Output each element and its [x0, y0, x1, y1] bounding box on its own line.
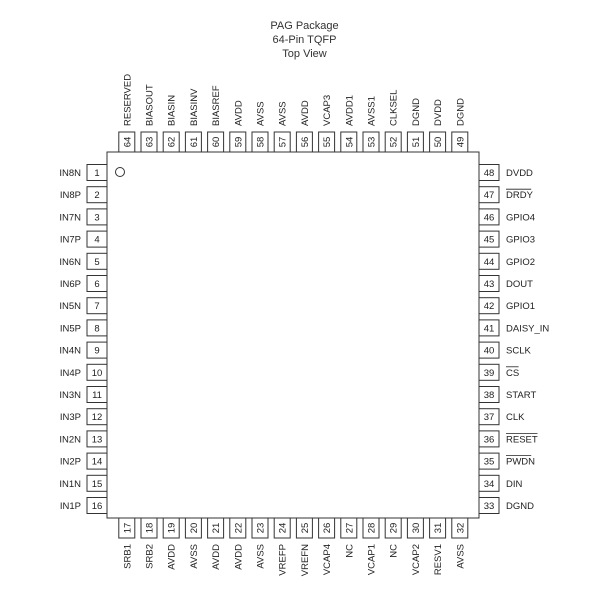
pin-name: AVDD	[233, 100, 245, 126]
pin-24	[274, 518, 290, 576]
pin-name: RESV1	[433, 544, 445, 576]
pin-34	[479, 475, 523, 491]
pin-name: IN7P	[59, 234, 81, 246]
pin-name: CLK	[506, 412, 525, 424]
pin-number: 61	[188, 136, 200, 148]
pin-number: 36	[483, 434, 495, 446]
package-pin-count: 64-Pin TQFP	[272, 34, 337, 46]
pins-top	[119, 74, 468, 152]
pin-name: NC	[388, 544, 400, 558]
pin-6	[60, 276, 107, 292]
pin-43	[479, 276, 533, 292]
pin-5	[59, 253, 107, 269]
pin-name: DRDY	[506, 190, 533, 202]
pin-45	[479, 231, 535, 247]
pin-number: 28	[366, 522, 378, 534]
pin-number: 5	[94, 256, 100, 268]
pin-name: BIASREF	[211, 85, 223, 126]
pin-number: 59	[233, 136, 245, 148]
pin-7	[59, 298, 107, 314]
pin-name: PWDN	[506, 456, 536, 468]
pin-name: AVSS	[255, 544, 267, 569]
pin-name: AVSS1	[366, 96, 378, 126]
pin-name: DGND	[506, 501, 534, 512]
pin-name: SRB2	[144, 544, 156, 569]
pin-name: CLKSEL	[388, 89, 400, 126]
pin-name: IN6P	[59, 279, 81, 290]
pin-number: 51	[410, 136, 422, 148]
pin-16	[60, 498, 107, 514]
pin-name: IN2P	[59, 456, 81, 468]
pin-56	[296, 100, 312, 152]
pin-number: 21	[211, 522, 223, 534]
pin-23	[252, 518, 268, 569]
pin-name: GPIO4	[506, 212, 536, 224]
pin-59	[230, 100, 246, 152]
pin-number: 40	[483, 345, 495, 357]
pin-number: 38	[483, 390, 495, 401]
chip-body	[107, 152, 479, 518]
pin-number: 31	[433, 522, 445, 534]
pin-58	[252, 101, 268, 152]
pin-name: DGND	[455, 98, 467, 126]
pin-name: IN5P	[59, 323, 81, 335]
pin-number: 3	[94, 212, 100, 224]
pin-name: IN7N	[59, 212, 81, 224]
pin-number: 60	[211, 136, 223, 148]
pin-name: GPIO3	[506, 234, 536, 246]
pin-number: 58	[255, 136, 267, 148]
pin-number: 9	[94, 345, 100, 357]
pin-number: 35	[483, 456, 495, 468]
pin-33	[479, 498, 534, 514]
pin-name: IN1N	[59, 478, 81, 490]
pin-name: AVDD1	[344, 95, 356, 126]
pin-name: VCAP3	[322, 94, 334, 126]
pin-number: 47	[483, 190, 495, 202]
pin-name: IN4N	[59, 345, 81, 357]
pin-57	[274, 101, 290, 152]
pin-number: 29	[388, 522, 400, 534]
pin-name: SRB1	[122, 544, 134, 569]
pin-number: 27	[344, 522, 356, 534]
pins-bottom	[119, 518, 468, 576]
pin-17	[119, 518, 135, 569]
pin-number: 50	[433, 136, 445, 148]
pin-27	[341, 518, 357, 558]
pin-64	[119, 74, 135, 152]
pin-40	[479, 342, 531, 358]
pin-number: 7	[94, 301, 100, 313]
pin-name: DVDD	[506, 168, 533, 179]
pin-name: IN3N	[59, 390, 81, 401]
pin-name: DOUT	[506, 279, 533, 290]
pin-number: 54	[344, 136, 356, 148]
pin-41	[479, 320, 549, 336]
pin-number: 2	[94, 190, 100, 202]
pin-number: 16	[91, 501, 103, 512]
pin-25	[296, 518, 312, 576]
pin-38	[479, 387, 536, 403]
pin-number: 24	[277, 522, 289, 534]
pin-13	[59, 431, 107, 447]
pin-12	[60, 409, 107, 425]
pin-50	[430, 99, 446, 152]
pin-number: 12	[91, 412, 103, 424]
pin-name: IN8P	[59, 190, 81, 202]
pin-name: IN3P	[59, 412, 81, 424]
pin-39	[479, 364, 519, 380]
pin-31	[430, 518, 446, 575]
pin-20	[185, 518, 201, 569]
pin-number: 25	[299, 522, 311, 534]
pin-number: 34	[483, 478, 495, 490]
pin-number: 23	[255, 522, 267, 534]
pin-26	[319, 518, 335, 575]
pin-number: 32	[455, 522, 467, 534]
pin-35	[479, 453, 535, 469]
pins-left	[59, 165, 107, 514]
pin-46	[479, 209, 535, 225]
pin-name: IN8N	[59, 168, 81, 179]
pin-47	[479, 187, 534, 203]
pin-number: 19	[166, 522, 178, 534]
pin-1	[59, 165, 107, 181]
package-view: Top View	[282, 48, 327, 60]
pin-number: 17	[122, 522, 134, 534]
pins-right	[479, 165, 549, 514]
pin-55	[319, 95, 335, 152]
pin-name: BIASOUT	[144, 84, 156, 126]
pin-name: IN1P	[59, 501, 81, 512]
pin-name: BIASIN	[166, 94, 178, 126]
pin-3	[59, 209, 107, 225]
pin-number: 57	[277, 136, 289, 148]
pin-number: 1	[94, 168, 100, 179]
pin-name: START	[506, 390, 537, 401]
pin-name: GPIO1	[506, 301, 536, 313]
pin-48	[479, 165, 533, 181]
pin-number: 42	[483, 301, 495, 313]
pin-name: IN6N	[59, 256, 81, 268]
pin-number: 15	[91, 478, 103, 490]
pin-number: 20	[188, 522, 200, 534]
pin-63	[141, 84, 157, 152]
pin-29	[385, 518, 401, 558]
pin-name: SCLK	[506, 345, 531, 357]
pin-number: 64	[122, 136, 134, 148]
pin-54	[341, 95, 357, 152]
pin-number: 18	[144, 522, 156, 534]
pin-name: DGND	[410, 98, 422, 126]
pin-name: VCAP2	[410, 544, 422, 576]
pin-number: 39	[483, 367, 495, 379]
pin-number: 6	[94, 279, 100, 290]
pin-name: CS	[506, 367, 520, 379]
pin-name: IN2N	[59, 434, 81, 446]
pin-number: 30	[410, 522, 422, 534]
package-title: PAG Package	[270, 20, 339, 32]
pin-11	[59, 387, 107, 403]
pin-14	[60, 453, 107, 469]
pin-37	[479, 409, 525, 425]
pin-name: AVDD	[299, 100, 311, 126]
pin-name: RESERVED	[122, 73, 134, 126]
pin-number: 52	[388, 136, 400, 148]
pin-21	[208, 518, 224, 570]
pin-8	[60, 320, 107, 336]
pin-number: 26	[322, 522, 334, 534]
pin-19	[163, 518, 179, 570]
pin-number: 53	[366, 136, 378, 148]
pin-number: 37	[483, 412, 495, 424]
pin-name: NC	[344, 544, 356, 558]
pin-number: 44	[483, 256, 495, 268]
pin-name: AVDD	[233, 544, 245, 570]
pin-number: 45	[483, 234, 495, 246]
pin-30	[407, 518, 423, 575]
pin-52	[385, 90, 401, 152]
pin-name: VREFN	[299, 544, 311, 577]
pin-name: AVSS	[455, 544, 467, 569]
pin-36	[479, 431, 538, 447]
pin-61	[185, 88, 201, 152]
pin-name: VCAP1	[366, 544, 378, 576]
pin-name: RESET	[506, 434, 538, 446]
pin-15	[59, 475, 107, 491]
pin-10	[60, 364, 107, 380]
pin-53	[363, 96, 379, 152]
pin-name: IN4P	[59, 367, 81, 379]
pin-number: 43	[483, 279, 495, 290]
pin-62	[163, 95, 179, 152]
pin-number: 41	[483, 323, 495, 335]
pin-name: VREFP	[277, 544, 289, 576]
pin-name: IN5N	[59, 301, 81, 313]
pin-number: 10	[91, 367, 103, 379]
pin-number: 56	[299, 136, 311, 148]
pin-name: AVSS	[277, 101, 289, 126]
pin-name: AVDD	[166, 544, 178, 570]
pin-number: 11	[92, 390, 102, 401]
pin-name: BIASINV	[188, 88, 200, 126]
pin-9	[59, 342, 107, 358]
pin-number: 33	[483, 501, 495, 512]
pin-name: VCAP4	[322, 544, 334, 576]
pin-name: AVDD	[211, 544, 223, 570]
pin-32	[452, 518, 468, 569]
pin1-marker	[116, 168, 125, 177]
pin-name: GPIO2	[506, 256, 536, 268]
pin-number: 49	[455, 136, 467, 148]
pin-49	[452, 98, 468, 152]
pin-4	[60, 231, 107, 247]
pin-number: 46	[483, 212, 495, 224]
pin-number: 62	[166, 136, 178, 148]
pin-44	[479, 253, 535, 269]
pin-name: DVDD	[433, 99, 445, 126]
pin-2	[60, 187, 107, 203]
pin-number: 63	[144, 136, 156, 148]
pin-number: 14	[91, 456, 103, 468]
pin-name: AVSS	[188, 544, 200, 569]
pin-42	[479, 298, 535, 314]
pin-number: 13	[91, 434, 103, 446]
pin-number: 55	[322, 136, 334, 148]
pin-number: 8	[94, 323, 100, 335]
pin-28	[363, 518, 379, 575]
pin-name: AVSS	[255, 101, 267, 126]
pin-name: DIN	[506, 478, 523, 490]
pin-18	[141, 518, 157, 569]
pin-number: 22	[233, 522, 245, 534]
pin-22	[230, 518, 246, 570]
pin-51	[407, 98, 423, 152]
pin-number: 48	[483, 168, 495, 179]
pin-60	[208, 85, 224, 152]
pin-name: DAISY_IN	[506, 323, 550, 335]
pin-number: 4	[94, 234, 100, 246]
